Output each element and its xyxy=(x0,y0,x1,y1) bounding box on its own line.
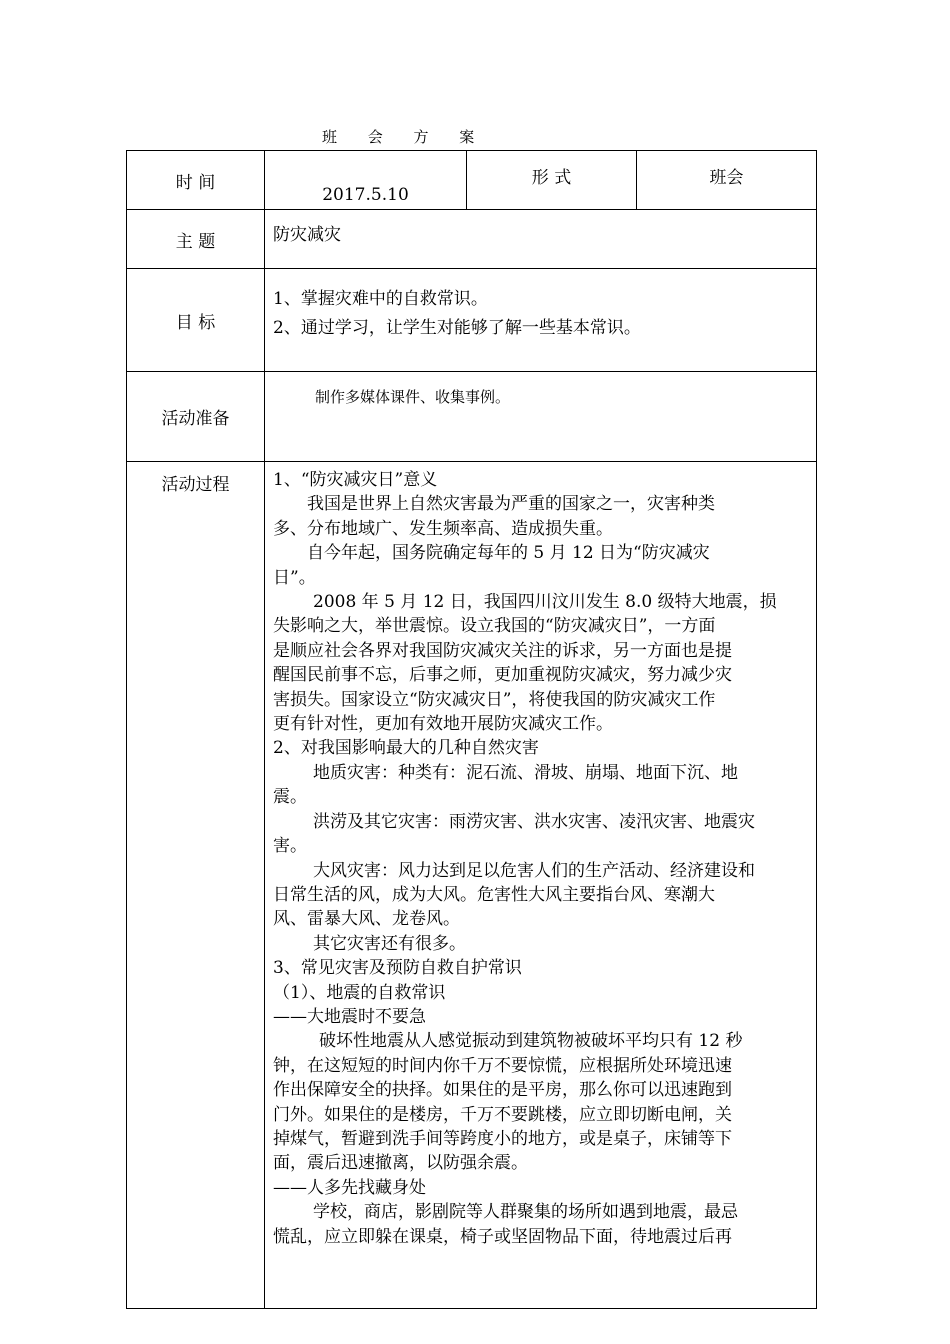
theme-label: 主 题 xyxy=(127,210,265,269)
paragraph-line: 大风灾害：风力达到足以危害人们的生产活动、经济建设和 xyxy=(313,860,755,881)
theme-row xyxy=(127,210,817,269)
paragraph-line: 地质灾害：种类有：泥石流、滑坡、崩塌、地面下沉、地 xyxy=(313,762,738,783)
time-form-row xyxy=(127,151,817,210)
subsection-heading: （1）、地震的自救常识 xyxy=(273,982,446,1003)
subheading-line: ——大地震时不要急 xyxy=(273,1006,426,1027)
process-label: 活动过程 xyxy=(127,462,265,1309)
goal-item: 2、通过学习，让学生对能够了解一些基本常识。 xyxy=(273,318,641,338)
paragraph-line: 多、分布地域广、发生频率高、造成损失重。 xyxy=(273,518,613,539)
section-heading: 2、对我国影响最大的几种自然灾害 xyxy=(273,738,539,759)
paragraph-line: 害损失。国家设立“防灾减灾日”，将使我国的防灾减灾工作 xyxy=(273,689,716,710)
goals-label: 目 标 xyxy=(127,269,265,372)
paragraph-line: 震。 xyxy=(273,787,307,808)
form-value: 班会 xyxy=(637,151,817,210)
paragraph-line: 醒国民前事不忘，后事之师，更加重视防灾减灾，努力减少灾 xyxy=(273,665,732,686)
paragraph-line: 我国是世界上自然灾害最为严重的国家之一，灾害种类 xyxy=(307,494,715,515)
paragraph-line: 害。 xyxy=(273,836,307,857)
paragraph-line: 慌乱，应立即躲在课桌，椅子或坚固物品下面，待地震过后再 xyxy=(273,1226,732,1247)
paragraph-line: 洪涝及其它灾害：雨涝灾害、洪水灾害、凌汛灾害、地震灾 xyxy=(313,811,755,832)
paragraph-line: 学校，商店，影剧院等人群聚集的场所如遇到地震，最忌 xyxy=(313,1202,738,1223)
prep-label: 活动准备 xyxy=(127,372,265,462)
paragraph-line: 日常生活的风，成为大风。危害性大风主要指台风、寒潮大 xyxy=(273,884,715,905)
paragraph-line: 破坏性地震从人感觉振动到建筑物被破坏平均只有 12 秒 xyxy=(319,1031,743,1052)
paragraph-line: 其它灾害还有很多。 xyxy=(313,933,466,954)
goals-content xyxy=(265,269,817,372)
paragraph-line: 自今年起，国务院确定每年的 5 月 12 日为“防灾减灾 xyxy=(307,543,710,564)
paragraph-line: 钟，在这短短的时间内你千万不要惊慌，应根据所处环境迅速 xyxy=(273,1055,732,1076)
paragraph-line: 风、雷暴大风、龙卷风。 xyxy=(273,909,460,930)
prep-value: 制作多媒体课件、收集事例。 xyxy=(265,372,817,462)
prep-row xyxy=(127,372,817,462)
form-label: 形 式 xyxy=(467,151,637,210)
time-label: 时 间 xyxy=(127,151,265,210)
paragraph-line: 2008 年 5 月 12 日，我国四川汶川发生 8.0 级特大地震，损 xyxy=(313,592,777,613)
paragraph-line: 面，震后迅速撤离，以防强余震。 xyxy=(273,1153,528,1174)
paragraph-line: 门外。如果住的是楼房，千万不要跳楼，应立即切断电闸，关 xyxy=(273,1104,732,1125)
subheading-line: ——人多先找藏身处 xyxy=(273,1177,426,1198)
theme-value: 防灾减灾 xyxy=(265,210,817,269)
paragraph-line: 掉煤气，暂避到洗手间等跨度小的地方，或是桌子，床铺等下 xyxy=(273,1128,732,1149)
section-heading: 3、常见灾害及预防自救自护常识 xyxy=(273,958,522,979)
time-value: 2017.5.10 xyxy=(265,151,467,210)
paragraph-line: 失影响之大，举世震惊。设立我国的“防灾减灾日”，一方面 xyxy=(273,616,716,637)
goal-item: 1、掌握灾难中的自救常识。 xyxy=(273,289,488,309)
document-title: 班 会 方 案 xyxy=(322,128,488,146)
class-meeting-plan-table xyxy=(126,150,817,1309)
paragraph-line: 作出保障安全的抉择。如果住的是平房，那么你可以迅速跑到 xyxy=(273,1080,732,1101)
paragraph-line: 日”。 xyxy=(273,567,316,588)
goals-row xyxy=(127,269,817,372)
process-row xyxy=(127,462,817,1309)
section-heading: 1、“防灾减灾日”意义 xyxy=(273,470,438,490)
paragraph-line: 更有针对性，更加有效地开展防灾减灾工作。 xyxy=(273,714,613,735)
process-content xyxy=(265,462,817,1309)
paragraph-line: 是顺应社会各界对我国防灾减灾关注的诉求，另一方面也是提 xyxy=(273,640,732,661)
